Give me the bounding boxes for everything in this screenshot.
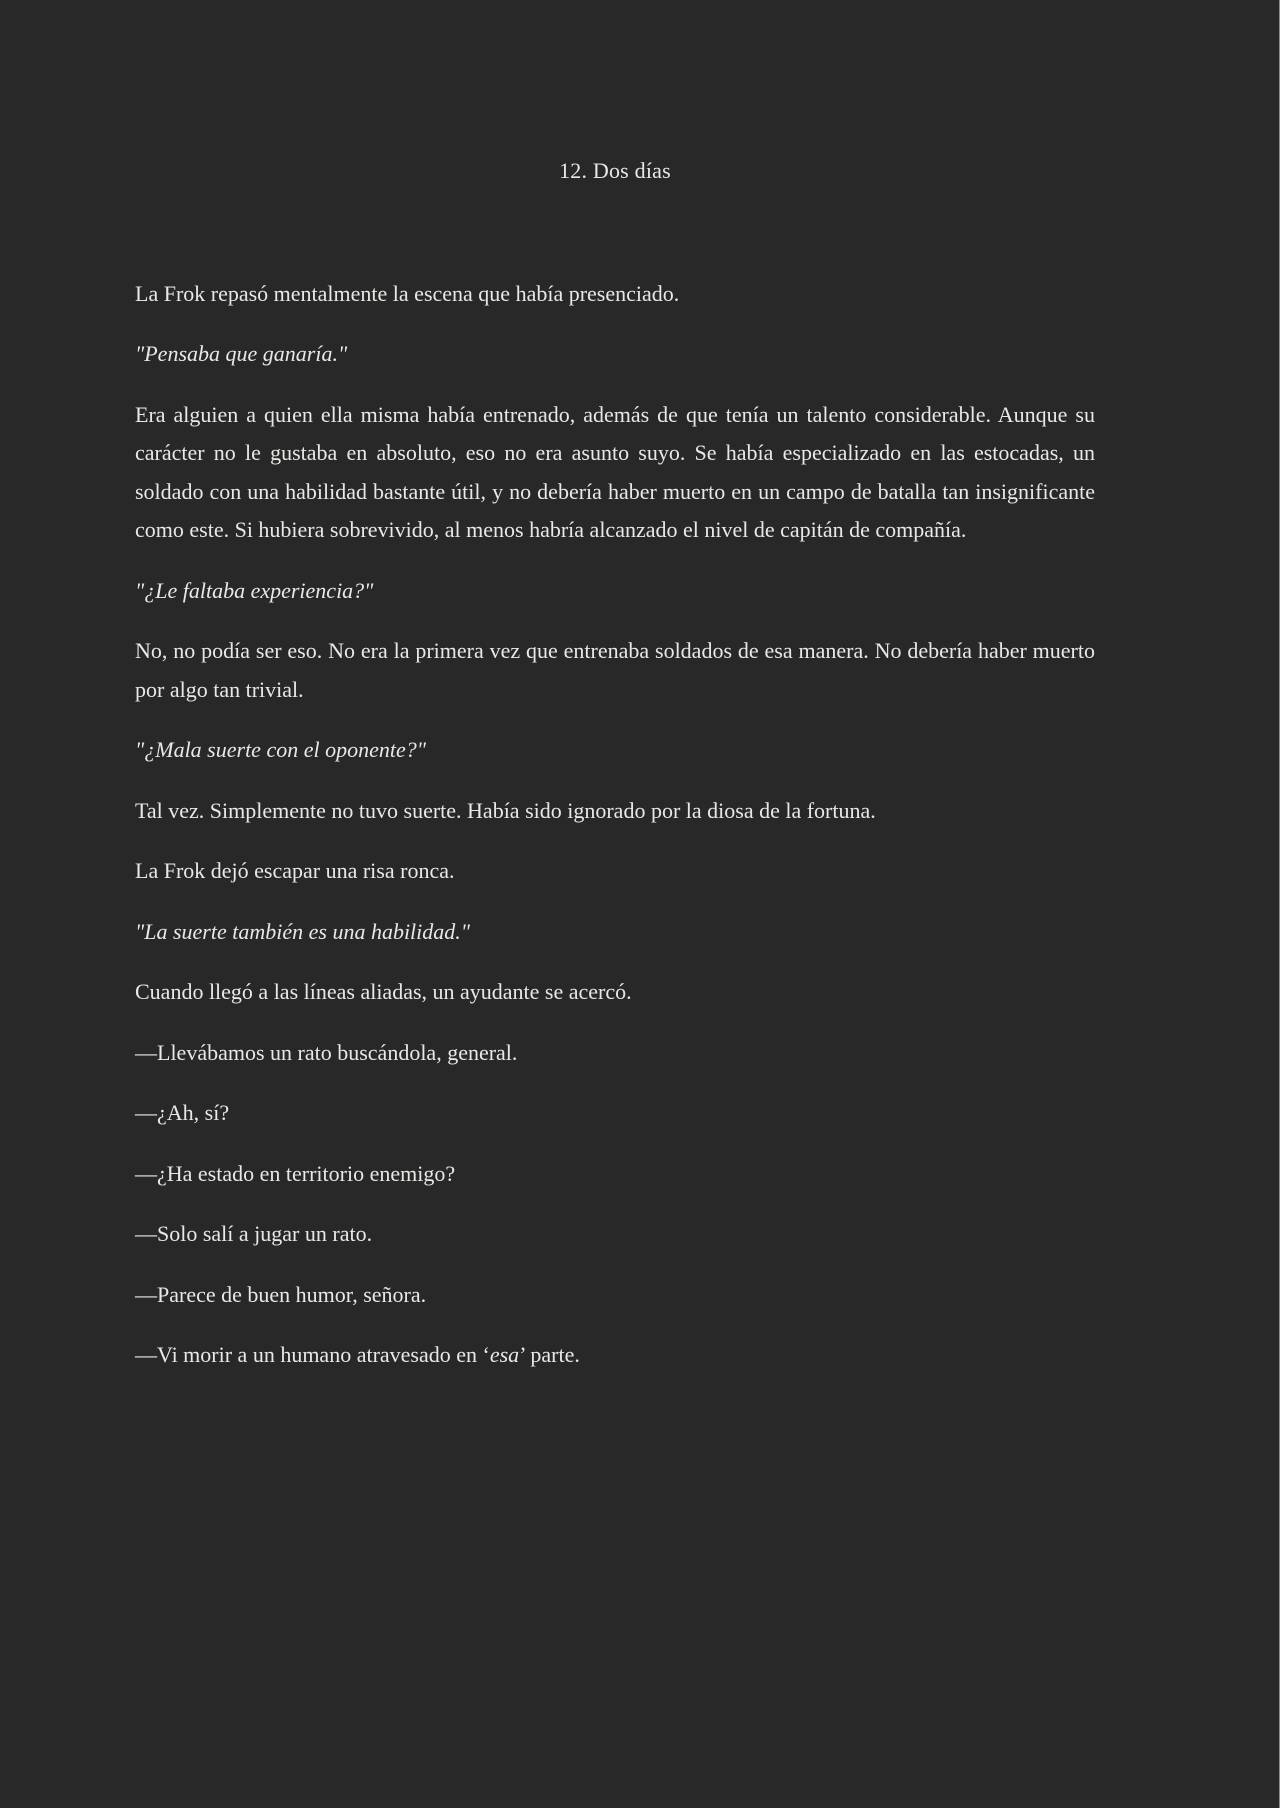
paragraph <box>135 572 1095 611</box>
paragraph <box>135 973 1095 1012</box>
emphasized-text: "¿Mala suerte con el oponente?" <box>135 737 426 762</box>
paragraph <box>135 913 1095 952</box>
paragraph <box>135 1215 1095 1254</box>
text-run: No, no podía ser eso. No era la primera vez que entrenaba soldados de esa manera. No debería haber muerto por algo tan trivial. <box>135 638 1095 702</box>
text-run: —Parece de buen humor, señora. <box>135 1281 427 1307</box>
emphasized-text: esa <box>489 1342 520 1367</box>
text-run: La Frok repasó mentalmente la escena que había presenciado. <box>135 280 680 306</box>
emphasized-text: "Pensaba que ganaría." <box>135 341 348 366</box>
paragraph <box>135 852 1095 891</box>
chapter-body <box>135 275 1095 1375</box>
paragraph <box>135 275 1095 314</box>
emphasized-text: "¿Le faltaba experiencia?" <box>135 577 374 603</box>
text-run: —¿Ha estado en territorio enemigo? <box>135 1160 456 1186</box>
paragraph <box>135 1155 1095 1194</box>
text-run: —Solo salí a jugar un rato. <box>135 1221 373 1246</box>
paragraph <box>135 792 1095 831</box>
paragraph <box>135 1276 1095 1315</box>
paragraph <box>135 396 1095 550</box>
text-run: La Frok dejó escapar una risa ronca. <box>135 858 455 883</box>
paragraph <box>135 1094 1095 1133</box>
paragraph <box>135 335 1095 374</box>
text-run: ’ parte. <box>519 1342 580 1367</box>
text-run: Era alguien a quien ella misma había entrenado, además de que tenía un talento considerable. Aunque su carácter no le gustaba en absoluto, eso no era asunto suyo. Se había especializado en las estocadas, un soldado con una habilidad bastante útil, y no debería haber muerto en un campo de batalla tan insignificante como este. Si hubiera sobrevivido, al menos habría alcanzado el nivel de capitán de compañía. <box>135 401 1095 542</box>
text-column <box>135 0 1095 1397</box>
paragraph <box>135 731 1095 770</box>
text-run: —¿Ah, sí? <box>135 1100 230 1125</box>
text-run: —Llevábamos un rato buscándola, general. <box>135 1039 518 1065</box>
paragraph <box>135 1336 1095 1375</box>
text-run: Tal vez. Simplemente no tuvo suerte. Había sido ignorado por la diosa de la fortuna. <box>135 797 876 823</box>
emphasized-text: "La suerte también es una habilidad." <box>135 918 471 944</box>
paragraph <box>135 1034 1095 1073</box>
paragraph <box>135 632 1095 709</box>
text-run: Cuando llegó a las líneas aliadas, un ayudante se acercó. <box>135 979 632 1004</box>
chapter-title: 12. Dos días <box>559 158 671 183</box>
text-run: —Vi morir a un humano atravesado en ‘ <box>135 1342 490 1367</box>
